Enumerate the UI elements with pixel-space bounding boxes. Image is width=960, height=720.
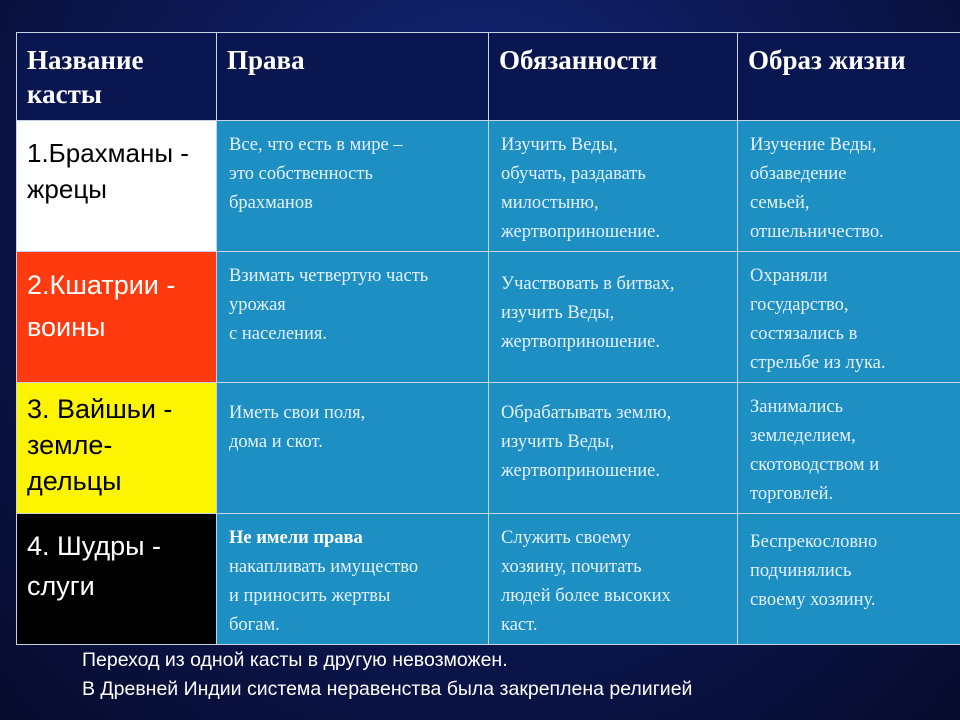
table-row-kshatriyas [17, 252, 960, 383]
header-rights: Права [217, 33, 489, 121]
lifestyle-line: состязались в [750, 324, 858, 344]
caste-name-cell [17, 121, 217, 252]
lifestyle-line: семьей, [750, 193, 810, 213]
footer-line-1: Переход из одной касты в другую невозможен. [82, 649, 508, 671]
footer-line-2: В Древней Индии система неравенства была закреплена религией [82, 678, 693, 700]
rights-line: богам. [229, 615, 280, 635]
rights-line: урожая [229, 295, 286, 315]
rights-line: Взимать четвертую часть [229, 266, 429, 286]
lifestyle-line: Изучение Веды, [750, 135, 877, 155]
duties-line: обучать, раздавать [501, 164, 646, 184]
duties-cell [489, 383, 738, 514]
rights-line: брахманов [229, 193, 313, 213]
caste-name-cell [17, 514, 217, 645]
lifestyle-line: государство, [750, 295, 849, 315]
lifestyle-line: стрельбе из лука. [750, 353, 886, 373]
duties-line: изучить Веды, [501, 432, 615, 452]
rights-line: Иметь свои поля, [229, 403, 366, 423]
rights-line: накапливать имущество [229, 557, 419, 577]
duties-line: жертвоприношение. [501, 461, 660, 481]
lifestyle-line: скотоводством и [750, 455, 880, 475]
duties-line: изучить Веды, [501, 303, 615, 323]
caste-name-line: земле- [27, 430, 113, 460]
caste-name-line: слуги [27, 571, 95, 601]
table-row-brahmins [17, 121, 960, 252]
caste-name-line: жрецы [27, 174, 107, 204]
duties-cell [489, 252, 738, 383]
rights-cell [217, 383, 489, 514]
lifestyle-line: Занимались [750, 397, 844, 417]
lifestyle-line: отшельничество. [750, 222, 884, 242]
table-header-row [17, 33, 960, 121]
duties-line: жертвоприношение. [501, 222, 660, 242]
table-row-shudras [17, 514, 960, 645]
rights-line: Все, что есть в мире – [229, 135, 403, 155]
caste-name-line: 2.Кшатрии - [27, 270, 176, 300]
duties-line: хозяину, почитать [501, 557, 642, 577]
rights-line: с населения. [229, 324, 327, 344]
rights-cell [217, 121, 489, 252]
rights-line: это собственность [229, 164, 373, 184]
caste-name-cell [17, 252, 217, 383]
duties-line: Обрабатывать землю, [501, 403, 672, 423]
lifestyle-line: обзаведение [750, 164, 847, 184]
lifestyle-cell [738, 252, 960, 383]
lifestyle-line: торговлей. [750, 484, 834, 504]
caste-name-cell [17, 383, 217, 514]
lifestyle-line: подчинялись [750, 561, 852, 581]
duties-line: людей более высоких [501, 586, 671, 606]
duties-cell [489, 121, 738, 252]
lifestyle-line: своему хозяину. [750, 590, 876, 610]
lifestyle-cell [738, 121, 960, 252]
lifestyle-line: Беспрекословно [750, 532, 878, 552]
duties-line: Служить своему [501, 528, 631, 548]
duties-cell [489, 514, 738, 645]
header-duties: Обязанности [489, 33, 738, 121]
caste-name-line: 1.Брахманы - [27, 138, 189, 168]
footer-note [82, 646, 692, 704]
duties-line: каст. [501, 615, 538, 635]
caste-name-line: 3. Вайшьи - [27, 394, 173, 424]
lifestyle-cell [738, 514, 960, 645]
header-caste-name: Название касты [17, 33, 217, 121]
rights-cell [217, 514, 489, 645]
duties-line: Изучить Веды, [501, 135, 618, 155]
caste-table [16, 32, 960, 645]
rights-line: и приносить жертвы [229, 586, 391, 606]
caste-name-line: дельцы [27, 466, 122, 496]
duties-line: милостыню, [501, 193, 599, 213]
rights-line: Не имели права [229, 528, 363, 548]
rights-line: дома и скот. [229, 432, 323, 452]
lifestyle-cell [738, 383, 960, 514]
table-row-vaishyas [17, 383, 960, 514]
duties-line: Участвовать в битвах, [501, 274, 675, 294]
caste-name-line: 4. Шудры - [27, 531, 162, 561]
lifestyle-line: земледелием, [750, 426, 856, 446]
rights-cell [217, 252, 489, 383]
header-lifestyle: Образ жизни [738, 33, 960, 121]
duties-line: жертвоприношение. [501, 332, 660, 352]
caste-name-line: воины [27, 312, 106, 342]
lifestyle-line: Охраняли [750, 266, 828, 286]
